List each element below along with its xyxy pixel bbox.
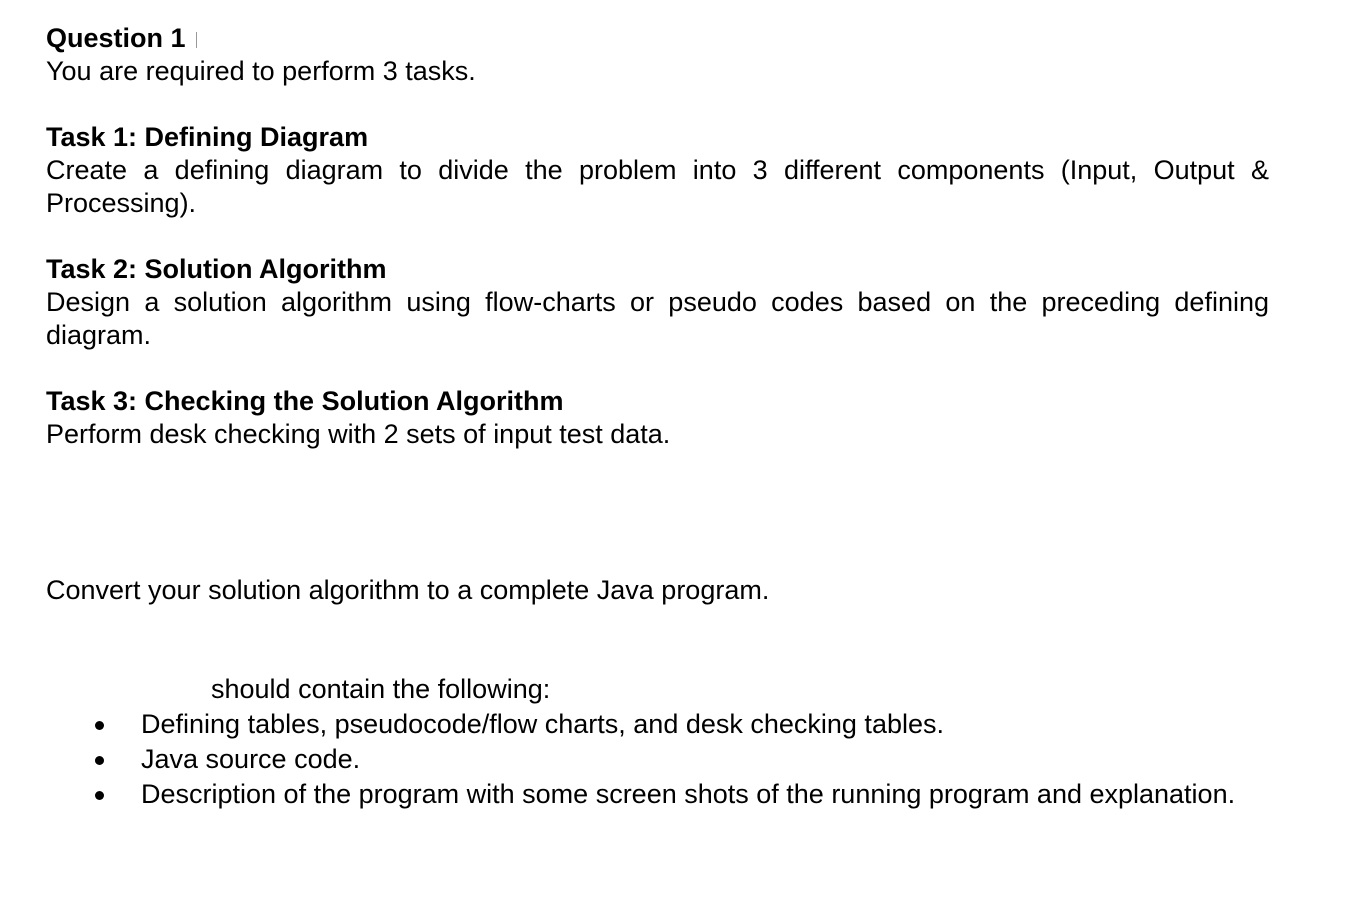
task-3-heading: Task 3: Checking the Solution Algorithm: [46, 386, 564, 416]
document-body: [46, 22, 1269, 811]
conversion-text: Convert your solution algorithm to a complete Java program.: [46, 575, 770, 605]
task-2-section: [46, 253, 1269, 352]
spacer: [46, 352, 1269, 385]
question-header: [46, 22, 1269, 55]
task-2-heading: Task 2: Solution Algorithm: [46, 254, 387, 284]
question-title: Question 1: [46, 23, 186, 53]
task-3-section: [46, 385, 1269, 451]
task-3-body: Perform desk checking with 2 sets of input test data.: [46, 419, 671, 449]
bullet-icon: [95, 791, 104, 800]
list-item-text: Java source code.: [141, 744, 361, 774]
question-intro: You are required to perform 3 tasks.: [46, 56, 476, 86]
bullet-icon: [95, 721, 104, 730]
spacer: [46, 451, 1269, 574]
requirements-list: [46, 708, 1269, 811]
requirements-lead: should contain the following:: [211, 674, 551, 704]
spacer: [46, 607, 1269, 673]
task-1-heading: Task 1: Defining Diagram: [46, 122, 369, 152]
list-item-text: Defining tables, pseudocode/flow charts, and desk checking tables.: [141, 709, 944, 739]
text-cursor-icon: [196, 32, 197, 48]
task-1-section: [46, 121, 1269, 220]
list-item-text: Description of the program with some screen shots of the running program and explanation.: [141, 779, 1236, 809]
list-item: [46, 743, 1269, 776]
list-item: [46, 708, 1269, 741]
task-1-body: Create a defining diagram to divide the problem into 3 different components (Input, Output & Processing).: [46, 155, 1269, 218]
list-item: [46, 778, 1269, 811]
spacer: [46, 88, 1269, 121]
spacer: [46, 220, 1269, 253]
bullet-icon: [95, 756, 104, 765]
task-2-body: Design a solution algorithm using flow-charts or pseudo codes based on the preceding defining diagram.: [46, 287, 1269, 350]
